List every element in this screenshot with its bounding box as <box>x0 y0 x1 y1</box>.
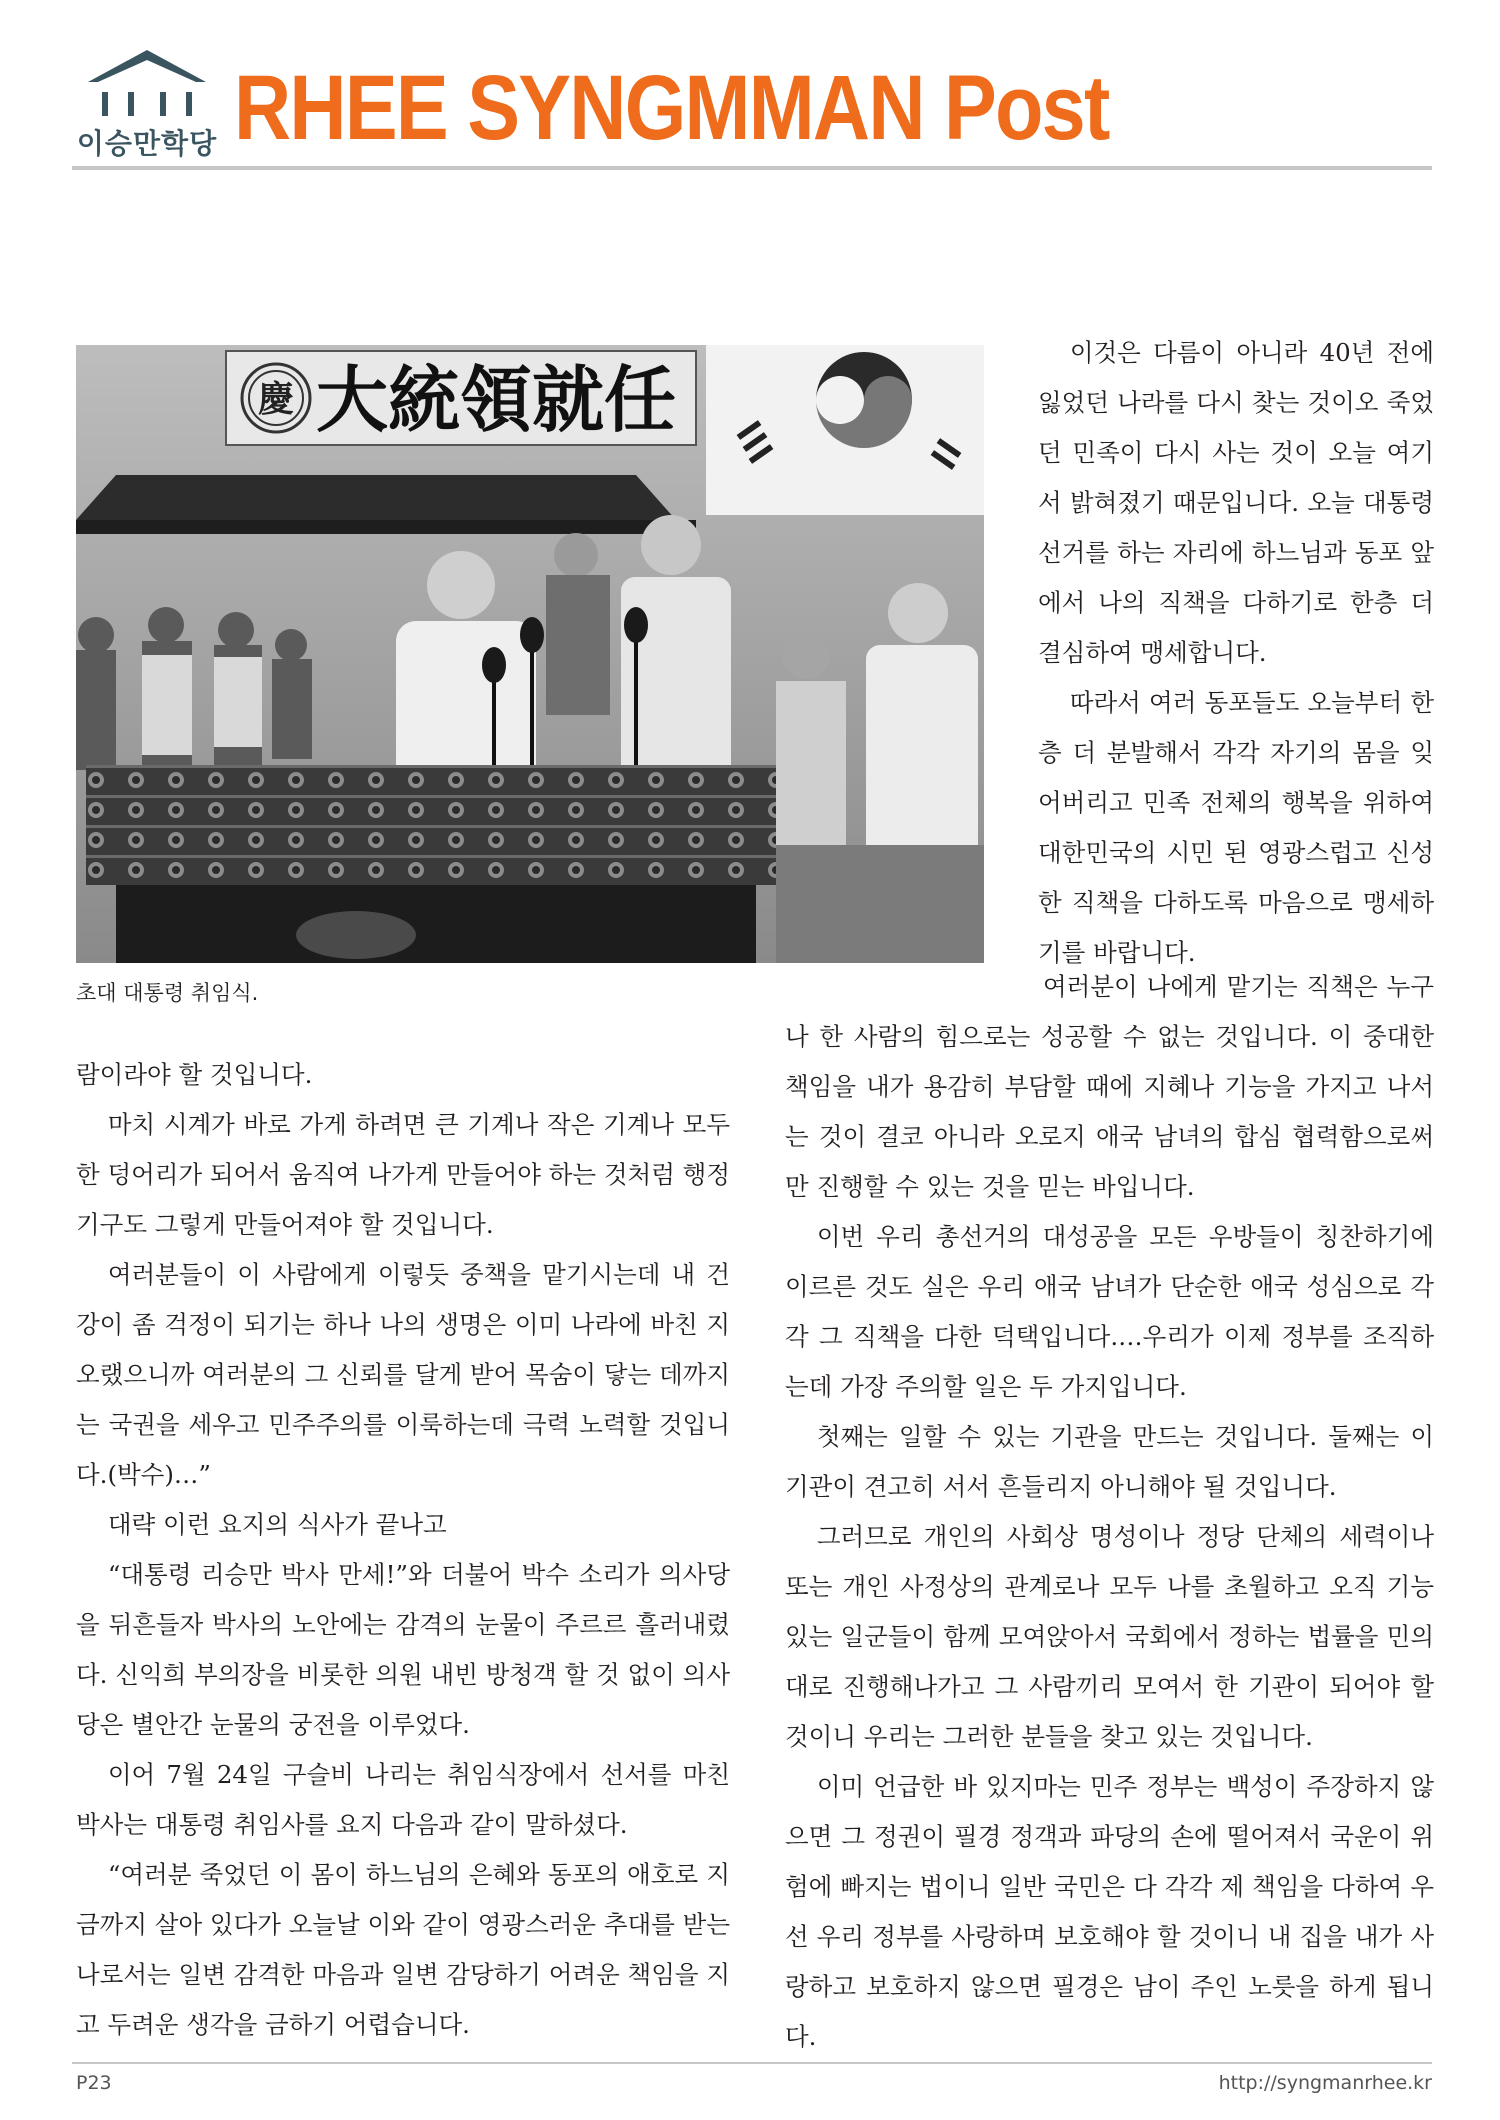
paragraph: “대통령 리승만 박사 만세!”와 더불어 박수 소리가 의사당을 뒤흔들자 박사의 노안에는 감격의 눈물이 주르르 흘러내렸다. 신익희 부의장을 비롯한 의원 내빈 방청객 할 것 없이 의사당은 별안간 눈물의 궁전을 이루었다. <box>76 1560 731 1739</box>
paragraph: 마치 시계가 바로 가게 하려면 큰 기계나 작은 기계나 모두 한 덩어리가 되어서 움직여 나가게 만들어야 하는 것처럼 행정기구도 그렇게 만들어져야 할 것입니다. <box>76 1110 730 1239</box>
page-number: P23 <box>76 2072 112 2094</box>
banner-text: 大統領就任 <box>315 357 677 442</box>
masthead <box>72 48 1432 168</box>
publication-title: RHEE SYNGMMAN Post <box>234 57 1109 159</box>
paragraph: 첫째는 일할 수 있는 기관을 만드는 것입니다. 둘째는 이 기관이 견고히 서서 흔들리지 아니해야 될 것입니다. <box>785 1422 1434 1501</box>
house-logo-icon <box>82 48 212 122</box>
article-column-left <box>76 1050 730 2050</box>
paragraph: 이미 언급한 바 있지마는 민주 정부는 백성이 주장하지 않으면 그 정권이 필경 정객과 파당의 손에 떨어져서 국운이 위험에 빠지는 법이니 일반 국민은 다 각각 제 책임을 다하여 우선 우리 정부를 사랑하며 보호해야 할 것이니 내 집을 내가 사랑하고 보호하지 않으면 필경은 남이 주인 노릇을 하게 됩니다. <box>785 1772 1434 2051</box>
logo-text: 이승만학당 <box>76 127 218 160</box>
article-column-right <box>785 962 1434 2062</box>
paragraph: 이어 7월 24일 구슬비 나리는 취임식장에서 선서를 마친 박사는 대통령 취임사를 요지 다음과 같이 말하셨다. <box>76 1760 730 1839</box>
paragraph: 여러분들이 이 사람에게 이렇듯 중책을 맡기시는데 내 건강이 좀 걱정이 되기는 하나 나의 생명은 이미 나라에 바친 지 오랬으니까 여러분의 그 신뢰를 달게 받어 목숨이 닿는 데까지는 국권을 세우고 민주주의를 이룩하는데 극력 노력할 것입니다.(박수)…” <box>76 1260 730 1489</box>
article-column-right-top <box>1038 328 1434 978</box>
paragraph: 그러므로 개인의 사회상 명성이나 정당 단체의 세력이나 또는 개인 사정상의 관계로나 모두 나를 초월하고 오직 기능 있는 일군들이 함께 모여앉아서 국회에서 정하는 법률을 민의대로 진행해나가고 그 사람끼리 모여서 한 기관이 되어야 할 것이니 우리는 그러한 분들을 찾고 있는 것입니다. <box>785 1522 1434 1751</box>
paragraph: 람이라야 할 것입니다. <box>76 1060 313 1089</box>
logo <box>72 48 222 158</box>
footer-divider <box>72 2062 1432 2064</box>
paragraph: 이것은 다름이 아니라 40년 전에 잃었던 나라를 다시 찾는 것이오 죽었던 민족이 다시 사는 것이 오늘 여기서 밝혀졌기 때문입니다. 오늘 대통령 선거를 하는 자리에 하느님과 동포 앞에서 나의 직책을 다하기로 한층 더 결심하여 맹세합니다. <box>1038 338 1434 667</box>
paragraph: “여러분 죽었던 이 몸이 하느님의 은혜와 동포의 애호로 지금까지 살아 있다가 오늘날 이와 같이 영광스러운 추대를 받는 나로서는 일변 감격한 마음과 일변 감당하기 어려운 책임을 지고 두려운 생각을 금하기 어렵습니다. <box>76 1860 730 2039</box>
banner-seal: 慶 <box>257 378 295 420</box>
paragraph: 이번 우리 총선거의 대성공을 모든 우방들이 칭찬하기에 이르른 것도 실은 우리 애국 남녀가 단순한 애국 성심으로 각각 그 직책을 다한 덕택입니다.…우리가 이제 정부를 조직하는데 가장 주의할 일은 두 가지입니다. <box>785 1222 1434 1401</box>
paragraph: 따라서 여러 동포들도 오늘부터 한층 더 분발해서 각각 자기의 몸을 잊어버리고 민족 전체의 행복을 위하여 대한민국의 시민 된 영광스럽고 신성한 직책을 다하도록 마음으로 맹세하기를 바랍니다. <box>1038 688 1434 967</box>
header-divider <box>72 166 1432 170</box>
paragraph: 대략 이런 요지의 식사가 끝나고 <box>107 1510 447 1539</box>
photo-caption: 초대 대통령 취임식. <box>76 981 259 1005</box>
inauguration-photo <box>76 345 984 963</box>
footer-url[interactable]: http://syngmanrhee.kr <box>1218 2072 1432 2094</box>
paragraph: 여러분이 나에게 맡기는 직책은 누구나 한 사람의 힘으로는 성공할 수 없는 것입니다. 이 중대한 책임을 내가 용감히 부담할 때에 지혜나 기능을 가지고 나서는 것이 결코 아니라 오로지 애국 남녀의 합심 협력함으로써만 진행할 수 있는 것을 믿는 바입니다. <box>785 972 1434 1201</box>
